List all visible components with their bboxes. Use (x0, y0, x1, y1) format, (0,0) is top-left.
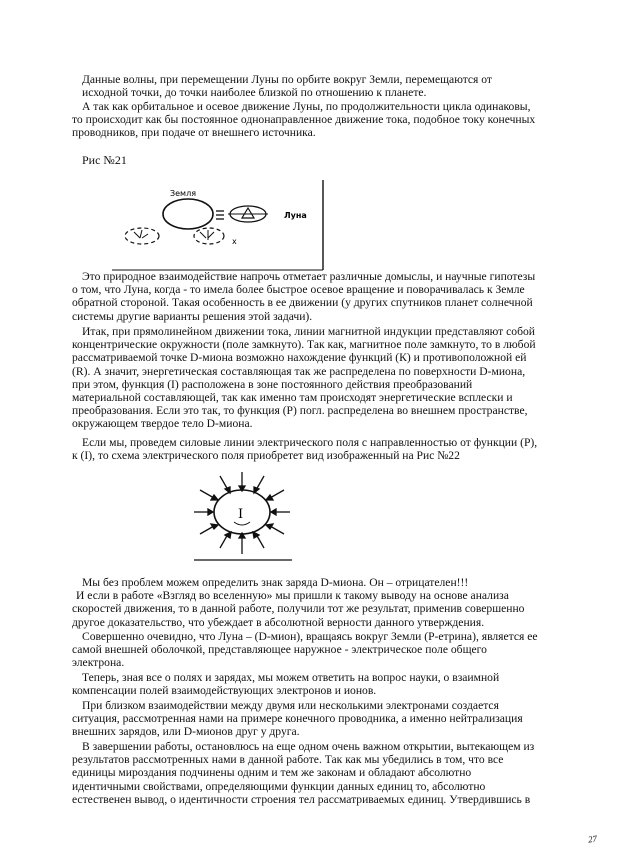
paragraph-5 (72, 436, 554, 462)
text-line: при этом, функция (I) расположена в зоне постоянного действия преобразований (72, 377, 473, 391)
text-line: о том, что Луна, когда - то имела более быстрое осевое вращение и поворачивалась к Земле (72, 283, 525, 297)
text-line: внешних зарядов, или D-мионов друг у друга. (72, 725, 300, 739)
paragraph-3 (72, 270, 554, 323)
text-line: При близком взаимодействии между двумя или несколькими электронами создается (82, 699, 499, 712)
figure-22-electric-field (190, 468, 300, 568)
paragraph-7 (72, 630, 554, 670)
paragraph-1 (82, 73, 552, 99)
text-line: Если мы, проведем силовые линии электрического поля с направленностью от функции (Р), (82, 436, 538, 449)
paragraph-4 (72, 325, 554, 431)
text-line: естественен вывод, о идентичности строения тел рассматриваемых единиц. Утвердившись в (72, 792, 531, 806)
text-line: самой внешней оболочкой, представляющее наружное - электрическое поле общего (72, 643, 487, 657)
text-line: окружающем твердое тело D-миона. (72, 417, 253, 431)
text-line: Совершенно очевидно, что Луна – (D-мион), вращаясь вокруг Земли (Р-етрина), является ее (82, 630, 538, 643)
figure-21-caption: Рис №21 (82, 153, 127, 167)
svg-text:х: х (232, 237, 237, 246)
text-line: проводников, при подаче от внешнего источника. (72, 126, 316, 140)
text-line: результатов рассмотренных нами в данной работе. Так как мы убедились в том, что все (72, 753, 504, 767)
text-line: обратной стороной. Такая особенность в ее движении (у других спутников планет солнечной (72, 296, 533, 310)
text-line: компенсации полей взаимодействующих электронов и ионов. (72, 684, 377, 698)
paragraph-2 (72, 100, 552, 140)
text-line: исходной точки, до точки наиболее близкой по отношению к планете. (82, 86, 427, 100)
text-line: концентрические окружности (поле замкнуто). Так как, магнитное поле замкнуто, то в любой (72, 338, 536, 352)
text-line: то происходит как бы постоянное однонаправленное движение тока, подобное току конечных (72, 113, 536, 127)
moon-label: Луна (284, 211, 307, 220)
paragraph-8 (72, 671, 554, 697)
text-line: (R). А значит, энергетическая составляющая так же распределена по поверхности D-миона, (72, 364, 526, 378)
paragraph-6 (72, 576, 554, 629)
page-number: 27 (587, 833, 598, 845)
text-line: В завершении работы, остановлюсь на еще одном очень важном открытии, вытекающем из (82, 740, 535, 753)
earth-label: Земля (170, 189, 197, 198)
earth-circle (163, 199, 213, 229)
text-line: Теперь, зная все о полях и зарядах, мы можем ответить на вопрос науки, о взаимной (82, 671, 500, 684)
paragraph-9 (72, 699, 554, 739)
text-line: Итак, при прямолинейном движении тока, линии магнитной индукции представляют собой (82, 325, 535, 338)
text-line: рассматриваемой точке D-миона возможно нахождение функций (К) и противоположной ей (72, 351, 527, 365)
text-line: электрона. (72, 656, 125, 670)
text-line: Это природное взаимодействие напрочь отметает различные домыслы, и научные гипотезы (82, 270, 536, 283)
text-line: материальной составляющей, так как именно там происходят энергетические всплески и (72, 391, 513, 405)
figure-21-earth-moon (112, 178, 332, 278)
text-line: скоростей движения, то в данной работе, получили тот же результат, применив совершенно (72, 602, 525, 616)
paragraph-10 (72, 740, 554, 806)
text-line: И если в работе «Взгляд во вселенную» мы пришли к такому выводу на основе анализа (76, 589, 509, 603)
text-line: другое доказательство, что убеждает в абсолютной верности данного утверждения. (72, 615, 485, 629)
text-line: Мы без проблем можем определить знак заряда D-миона. Он – отрицателен!!! (82, 576, 469, 589)
text-line: к (I), то схема электрического поля приобретет вид изображенный на Рис №22 (72, 449, 460, 463)
text-line: единицы мироздания подчинены одним и тем же законам и обладают абсолютно (72, 766, 472, 780)
center-glyph: I (238, 507, 244, 522)
text-line: ситуация, рассмотренная нами на примере конечного проводника, а именно нейтрализация (72, 712, 523, 726)
text-line: преобразования. Если это так, то функция (Р) погл. распределена во внешнем пространстве, (72, 404, 528, 418)
text-line: идентичными свойствами, определяющими функции данных единиц то, абсолютно (72, 779, 486, 793)
text-line: А так как орбитальное и осевое движение Луны, по продолжительности цикла одинаковы, (82, 100, 531, 113)
text-line: Данные волны, при перемещении Луны по орбите вокруг Земли, перемещаются от (82, 73, 492, 86)
moon-position-right (194, 228, 224, 244)
text-line: системы другие варианты решения этой задачи). (72, 309, 313, 323)
